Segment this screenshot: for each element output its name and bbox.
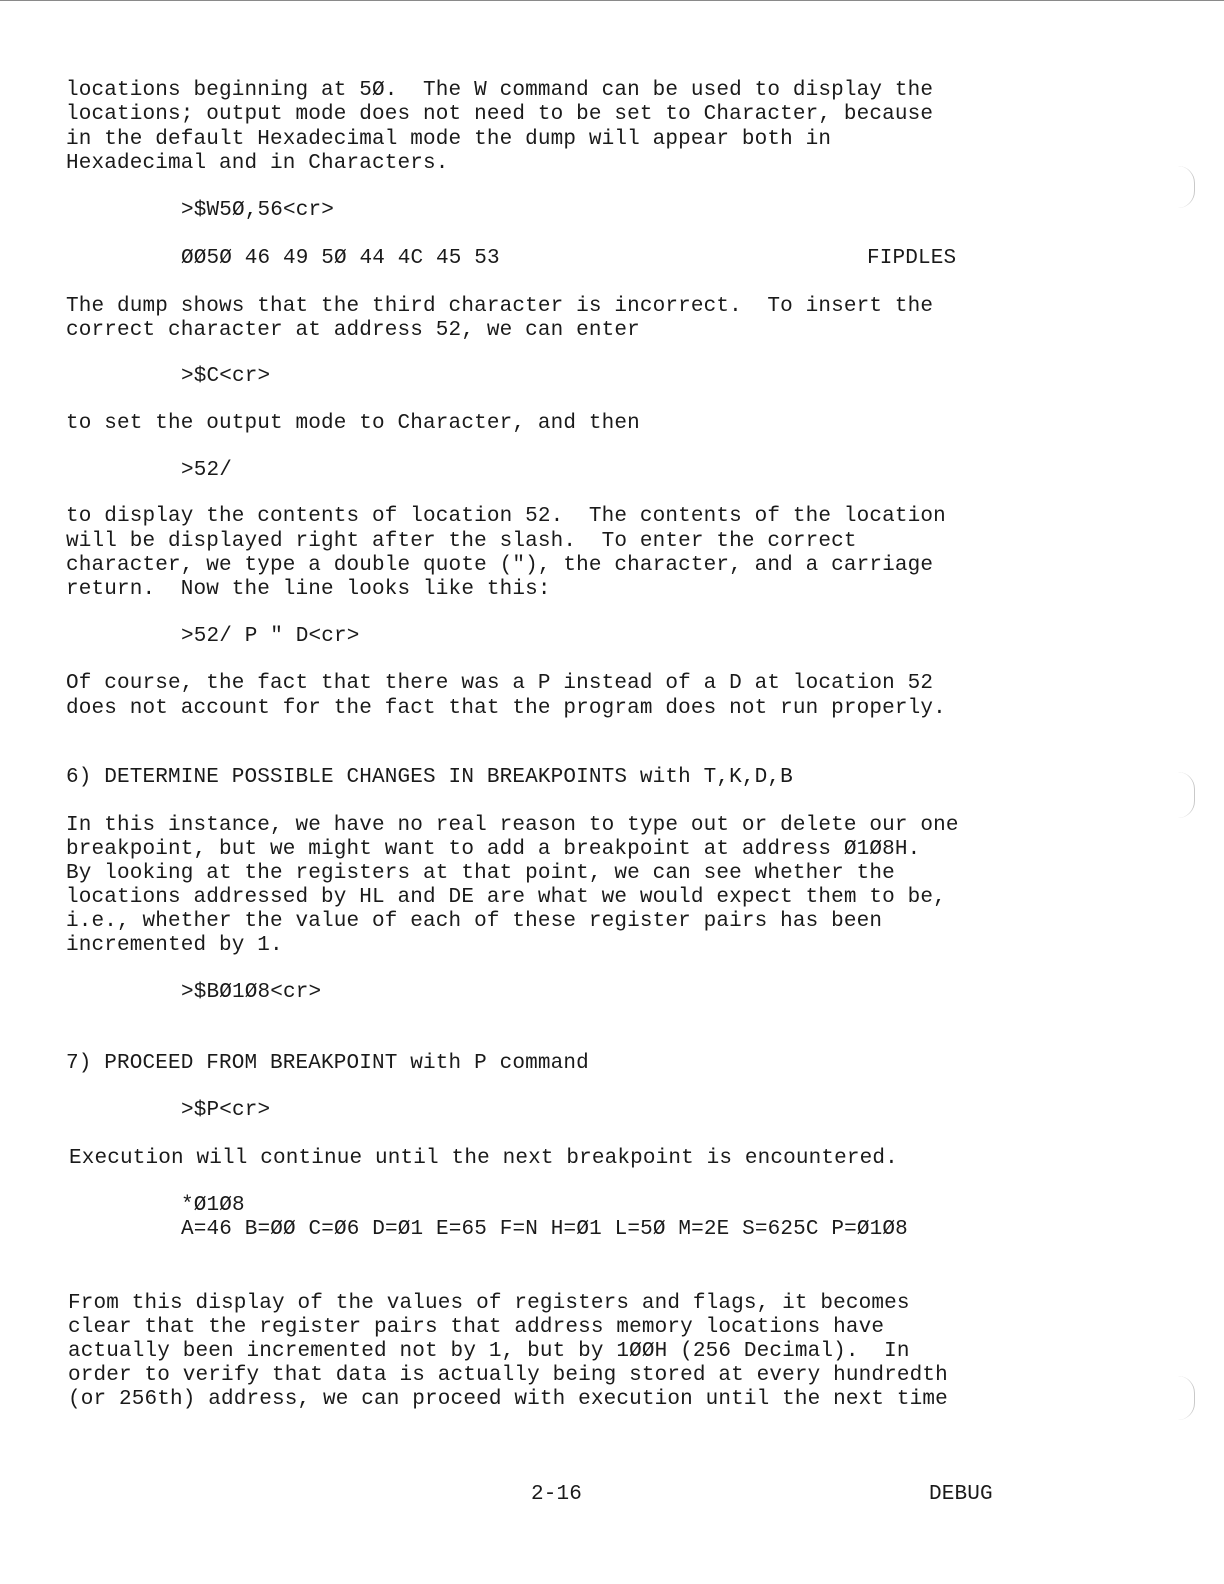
command-line: >$W5Ø,56<cr> (181, 199, 335, 222)
dump-line: ØØ5Ø 46 49 5Ø 44 4C 45 53 (181, 247, 500, 270)
text-line: locations addressed by HL and DE are what we would expect them to be, (66, 886, 946, 909)
binder-hole-mark (1178, 1376, 1195, 1420)
page-top-border (0, 0, 1224, 1)
text-line: breakpoint, but we might want to add a breakpoint at address Ø1Ø8H. (66, 838, 921, 861)
command-line: >$BØ1Ø8<cr> (181, 981, 322, 1004)
binder-hole-mark (1178, 166, 1195, 208)
command-line: >$P<cr> (181, 1099, 271, 1122)
text-line: Of course, the fact that there was a P instead of a D at location 52 (66, 672, 934, 695)
text-line: to display the contents of location 52. The contents of the location (66, 505, 946, 528)
text-line: order to verify that data is actually being stored at every hundredth (68, 1364, 948, 1387)
command-line: >52/ (181, 459, 233, 482)
text-line: Hexadecimal and in Characters. (66, 152, 449, 175)
section-heading: 7) PROCEED FROM BREAKPOINT with P command (66, 1052, 589, 1075)
text-line: return. Now the line looks like this: (66, 578, 551, 601)
text-line: locations; output mode does not need to be set to Character, because (66, 103, 934, 126)
text-line: incremented by 1. (66, 934, 283, 957)
text-line: does not account for the fact that the program does not run properly. (66, 697, 946, 720)
text-line: in the default Hexadecimal mode the dump will appear both in (66, 128, 832, 151)
text-line: locations beginning at 5Ø. The W command can be used to display the (66, 79, 934, 102)
text-line: By looking at the registers at that point, we can see whether the (66, 862, 895, 885)
text-line: actually been incremented not by 1, but by 1ØØH (256 Decimal). In (68, 1340, 910, 1363)
register-line: A=46 B=ØØ C=Ø6 D=Ø1 E=65 F=N H=Ø1 L=5Ø M=2E S=625C P=Ø1Ø8 (181, 1218, 908, 1241)
text-line: character, we type a double quote ("), the character, and a carriage (66, 554, 934, 577)
command-line: >$C<cr> (181, 365, 271, 388)
text-line: will be displayed right after the slash. To enter the correct (66, 530, 857, 553)
binder-hole-mark (1178, 772, 1195, 818)
dump-characters: FIPDLES (867, 247, 957, 270)
text-line: to set the output mode to Character, and then (66, 412, 640, 435)
breakpoint-line: *Ø1Ø8 (181, 1194, 245, 1217)
text-line: clear that the register pairs that address memory locations have (68, 1316, 885, 1339)
command-line: >52/ P " D<cr> (181, 625, 360, 648)
page-number: 2-16 (531, 1483, 583, 1506)
text-line: From this display of the values of registers and flags, it becomes (68, 1292, 910, 1315)
section-heading: 6) DETERMINE POSSIBLE CHANGES IN BREAKPOINTS with T,K,D,B (66, 766, 793, 789)
section-name: DEBUG (929, 1483, 993, 1506)
text-line: Execution will continue until the next breakpoint is encountered. (69, 1147, 898, 1170)
text-line: i.e., whether the value of each of these register pairs has been (66, 910, 883, 933)
text-line: In this instance, we have no real reason to type out or delete our one (66, 814, 959, 837)
text-line: correct character at address 52, we can enter (66, 319, 640, 342)
text-line: The dump shows that the third character is incorrect. To insert the (66, 295, 934, 318)
text-line: (or 256th) address, we can proceed with execution until the next time (68, 1388, 948, 1411)
